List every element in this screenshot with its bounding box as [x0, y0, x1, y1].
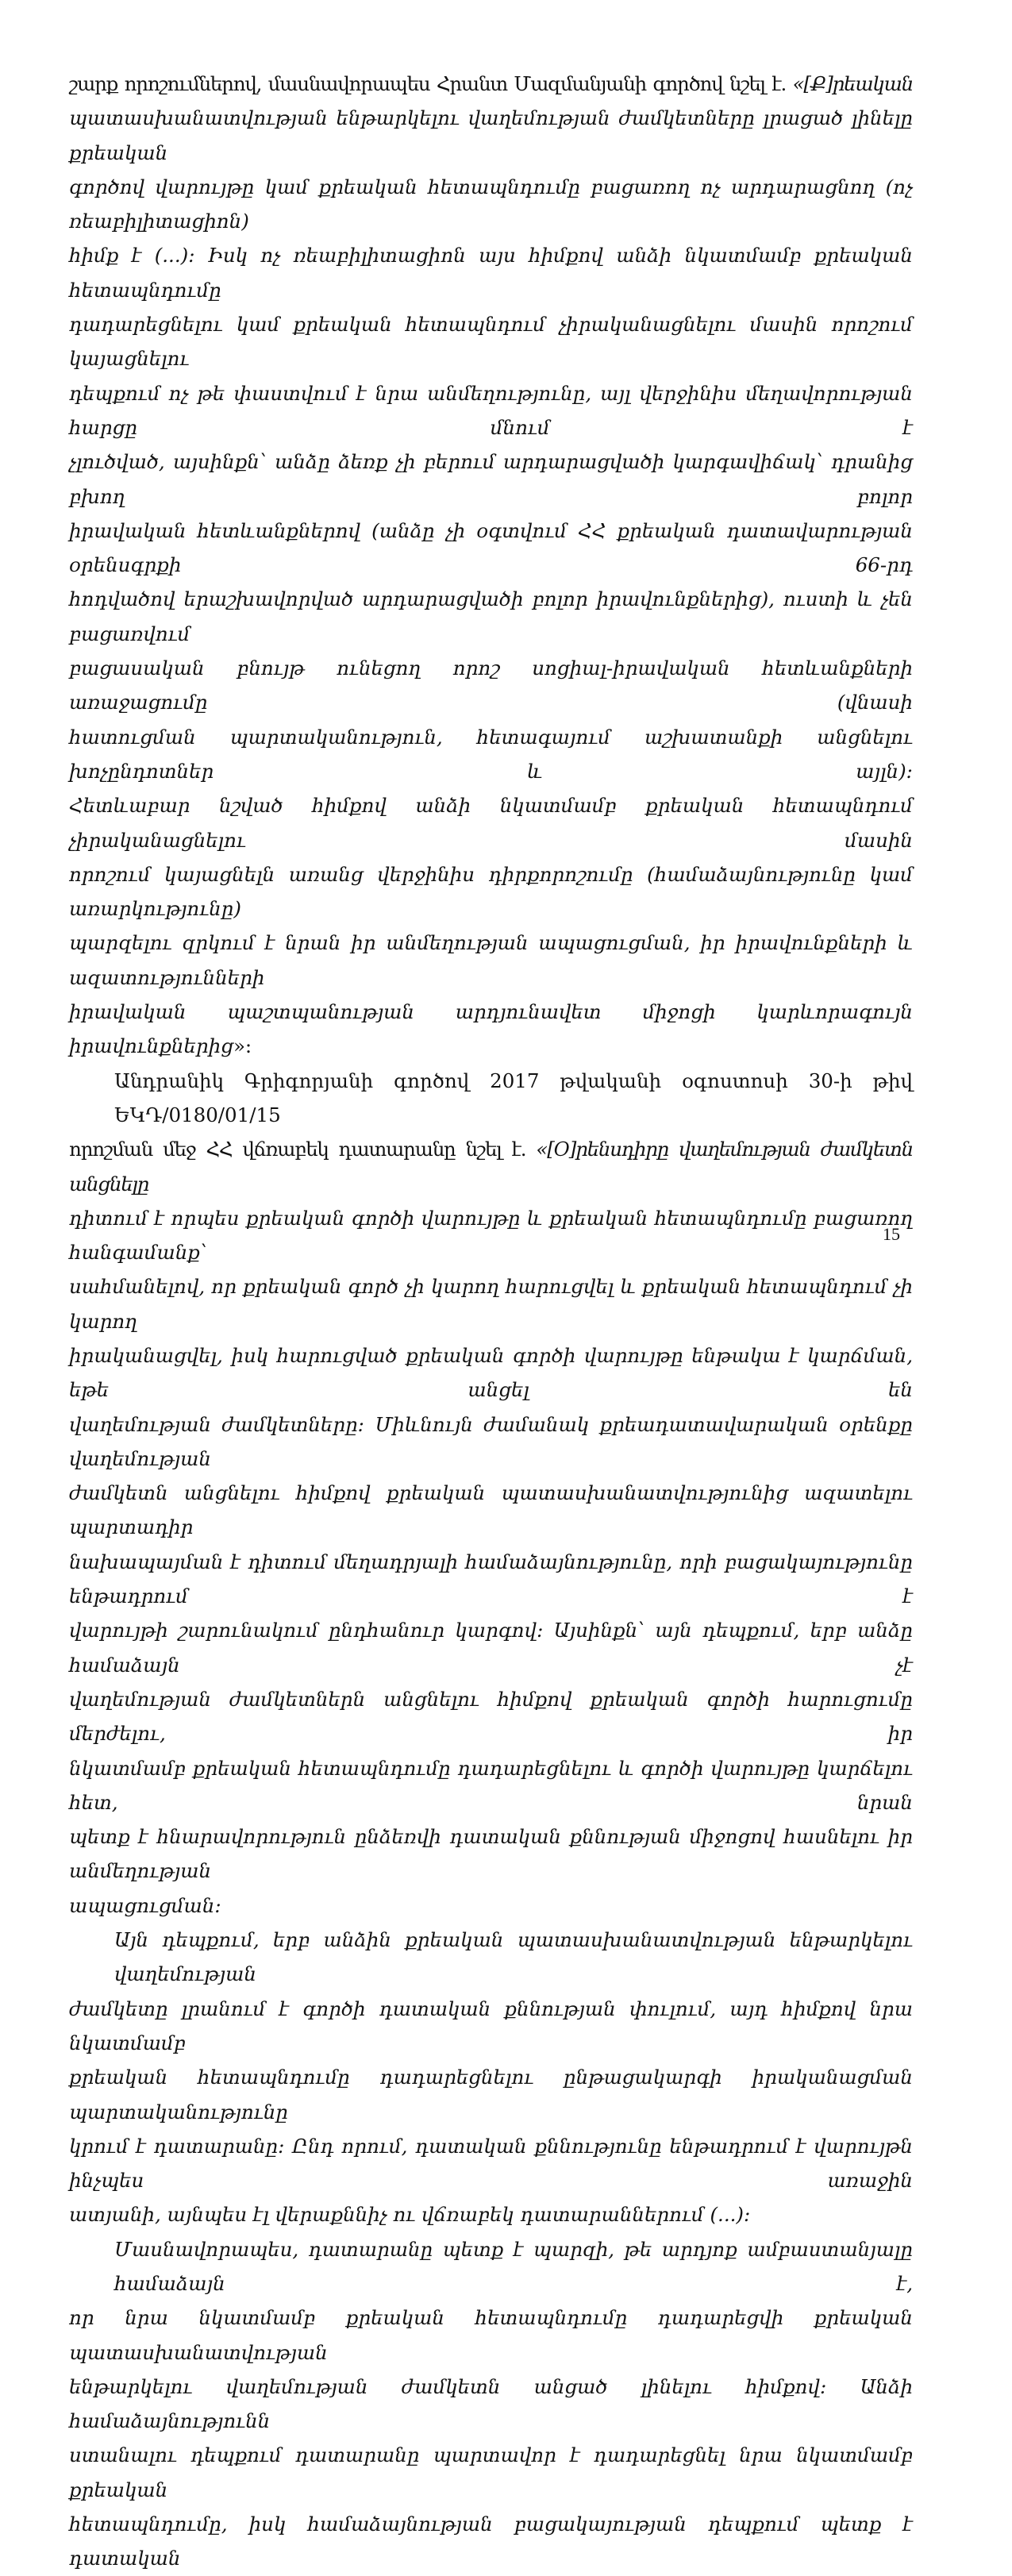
- quoted-text: ստանալու դեպքում դատարանը պարտավոր է դադարեցնել նրա նկատմամբ քրեական: [69, 2443, 913, 2501]
- page-number: 15: [883, 1224, 900, 1244]
- quoted-text: վաղեմության ժամկետները։ Միևնույն ժամանակ քրեադատավարական օրենքը վաղեմության: [69, 1412, 913, 1470]
- quoted-text: դիտում է որպես քրեական գործի վարույթը և քրեական հետապնդումը բացառող հանգամանք՝: [69, 1206, 913, 1265]
- quoted-text: որոշում կայացնելն առանց վերջինիս դիրքորոշումը (համաձայնությունը կամ առարկությունը): [69, 862, 913, 921]
- text-line: [69, 307, 913, 376]
- text-line: [69, 1201, 913, 1270]
- text-line: [69, 170, 913, 239]
- quoted-text: ենթարկելու վաղեմության ժամկետն անցած լինելու հիմքով։ Անձի համաձայնությունն: [69, 2374, 913, 2433]
- quoted-text: Այն դեպքում, երբ անձին քրեական պատասխանատվության ենթարկելու վաղեմության: [114, 1928, 913, 1986]
- text-line: [69, 720, 913, 789]
- quoted-text: ժամկետը լրանում է գործի դատական քննության փուլում, այդ հիմքով նրա նկատմամբ: [69, 1996, 913, 2054]
- quoted-text: ապացուցման։: [69, 1893, 221, 1917]
- text-line: [69, 2232, 913, 2301]
- quoted-text: Մասնավորապես, դատարանը պետք է պարզի, թե արդյոք ամբաստանյալը համաձայն է,: [114, 2237, 913, 2295]
- text-line: [69, 1132, 913, 1201]
- quoted-text: վարույթի շարունակում ընդհանուր կարգով։ Այսինքն՝ այն դեպքում, երբ անձը համաձայն չէ: [69, 1619, 913, 1677]
- text-line: [69, 1751, 913, 1820]
- quoted-text: ժամկետն անցնելու հիմքով քրեական պատասխանատվությունից ազատելու պարտադիր: [69, 1481, 913, 1539]
- quoted-text: գործով վարույթը կամ քրեական հետապնդումը բացառող ոչ արդարացնող (ոչ ռեաբիլիտացիոն): [69, 175, 913, 233]
- body-text: Անդրանիկ Գրիգորյանի գործով 2017 թվականի օգոստոսի 30-ի թիվ ԵԿԴ/0180/01/15: [114, 1069, 913, 1126]
- quoted-text: հոդվածով երաշխավորված արդարացվածի բոլոր իրավունքներից), ուստի և չեն բացառվում: [69, 587, 913, 645]
- text-line: [69, 238, 913, 307]
- quoted-text: որ նրա նկատմամբ քրեական հետապնդումը դադարեցվի քրեական պատասխանատվության: [69, 2306, 913, 2364]
- quoted-text: կրում է դատարանը։ Ընդ որում, դատական քննությունը ենթադրում է վարույթն ինչպես առաջին: [69, 2134, 913, 2193]
- text-line: [69, 788, 913, 857]
- text-line: [69, 857, 913, 926]
- quoted-text: իրավական հետևանքներով (անձը չի օգտվում ՀՀ քրեական դատավարության օրենսգրքի 66-րդ: [69, 518, 913, 577]
- quoted-text: վաղեմության ժամկետներն անցնելու հիմքով քրեական գործի հարուցումը մերժելու, իր: [69, 1687, 913, 1746]
- text-line: [69, 2197, 913, 2231]
- text-line: [69, 651, 913, 720]
- body-text: որոշման մեջ ՀՀ վճռաբեկ դատարանը նշել է.: [69, 1138, 537, 1161]
- text-line: [69, 2060, 913, 2129]
- text-line: [69, 101, 913, 170]
- quoted-text: դեպքում ոչ թե փաստվում է նրա անմեղությունը, այլ վերջինիս մեղավորության հարցը մնում է: [69, 381, 913, 439]
- paragraph: [69, 67, 913, 1064]
- body-text: շարք որոշումներով, մասնավորապես Հրանտ Մազմանյանի գործով նշել է.: [69, 72, 793, 95]
- text-line: [69, 67, 913, 101]
- text-line: [69, 1613, 913, 1682]
- text-line: [69, 1992, 913, 2061]
- quoted-text: նախապայման է դիտում մեղադրյալի համաձայնությունը, որի բացակայությունը ենթադրում է: [69, 1550, 913, 1608]
- text-line: [69, 1269, 913, 1338]
- quoted-text: սահմանելով, որ քրեական գործ չի կարող հարուցվել և քրեական հետապնդում չի կարող: [69, 1275, 913, 1333]
- quoted-text: հիմք է (...)։ Իսկ ոչ ռեաբիլիտացիոն այս հիմքով անձի նկատմամբ քրեական հետապնդումը: [69, 244, 913, 302]
- paragraph: [69, 2232, 913, 2576]
- text-line: [69, 1064, 913, 1133]
- text-line: [69, 2507, 913, 2576]
- quoted-text: պարզելու զրկում է նրան իր անմեղության ապացուցման, իր իրավունքների և ազատությունների: [69, 931, 913, 989]
- quoted-text: հատուցման պարտականություն, հետագայում աշխատանքի անցնելու խոչընդոտներ և այլն)։: [69, 725, 913, 783]
- text-line: [69, 1476, 913, 1545]
- quoted-text: պատասխանատվության ենթարկելու վաղեմության ժամկետները լրացած լինելը քրեական: [69, 106, 913, 164]
- quoted-text: ատյանի, այնպես էլ վերաքննիչ ու վճռաբեկ դատարաններում (...)։: [69, 2203, 751, 2227]
- text-line: [69, 1545, 913, 1614]
- quoted-text: բացասական բնույթ ունեցող որոշ սոցիալ-իրավական հետևանքների առաջացումը (վնասի: [69, 657, 913, 714]
- text-line: [69, 2301, 913, 2370]
- quoted-text: «[Օ]րենսդիրը վաղեմության ժամկետն անցնելը: [69, 1138, 913, 1196]
- text-line: [69, 514, 913, 583]
- text-line: [69, 926, 913, 995]
- text-line: [69, 1923, 913, 1992]
- quoted-text: իրավական պաշտպանության արդյունավետ միջոցի կարևորագույն իրավունքներից: [69, 1000, 913, 1058]
- document-page: [69, 67, 913, 2576]
- quoted-text: քրեական հետապնդումը դադարեցնելու ընթացակարգի իրականացման պարտականությունը: [69, 2066, 913, 2124]
- quoted-text: պետք է հնարավորություն ընձեռվի դատական քննության միջոցով հասնելու իր անմեղության: [69, 1825, 913, 1883]
- text-line: [69, 2438, 913, 2507]
- quoted-text: «[Ք]րեական: [792, 72, 913, 95]
- quoted-text: դադարեցնելու կամ քրեական հետապնդում չիրականացնելու մասին որոշում կայացնելու: [69, 313, 913, 371]
- text-line: [69, 2129, 913, 2198]
- body-text: »։: [233, 1034, 252, 1058]
- text-line: [69, 1682, 913, 1751]
- paragraph: [69, 1923, 913, 2232]
- text-line: [69, 1407, 913, 1477]
- quoted-text: իրականացվել, իսկ հարուցված քրեական գործի վարույթը ենթակա է կարճման, եթե անցել են: [69, 1343, 913, 1402]
- text-line: [69, 582, 913, 651]
- paragraph: [69, 1064, 913, 1923]
- quoted-text: նկատմամբ քրեական հետապնդումը դադարեցնելու և գործի վարույթը կարճելու հետ, նրան: [69, 1756, 913, 1814]
- quoted-text: հետապնդումը, իսկ համաձայնության բացակայության դեպքում պետք է դատական: [69, 2512, 913, 2570]
- text-line: [69, 445, 913, 514]
- text-line: [69, 1338, 913, 1407]
- text-line: [69, 2370, 913, 2439]
- quoted-text: չլուծված, այսինքն՝ անձը ձեռք չի բերում արդարացվածի կարգավիճակ՝ դրանից բխող բոլոր: [69, 450, 913, 508]
- text-line: [69, 376, 913, 445]
- quoted-text: Հետևաբար նշված հիմքով անձի նկատմամբ քրեական հետապնդում չիրականացնելու մասին: [69, 794, 913, 852]
- text-line: [69, 1889, 913, 1923]
- text-line: [69, 995, 913, 1064]
- text-line: [69, 1819, 913, 1889]
